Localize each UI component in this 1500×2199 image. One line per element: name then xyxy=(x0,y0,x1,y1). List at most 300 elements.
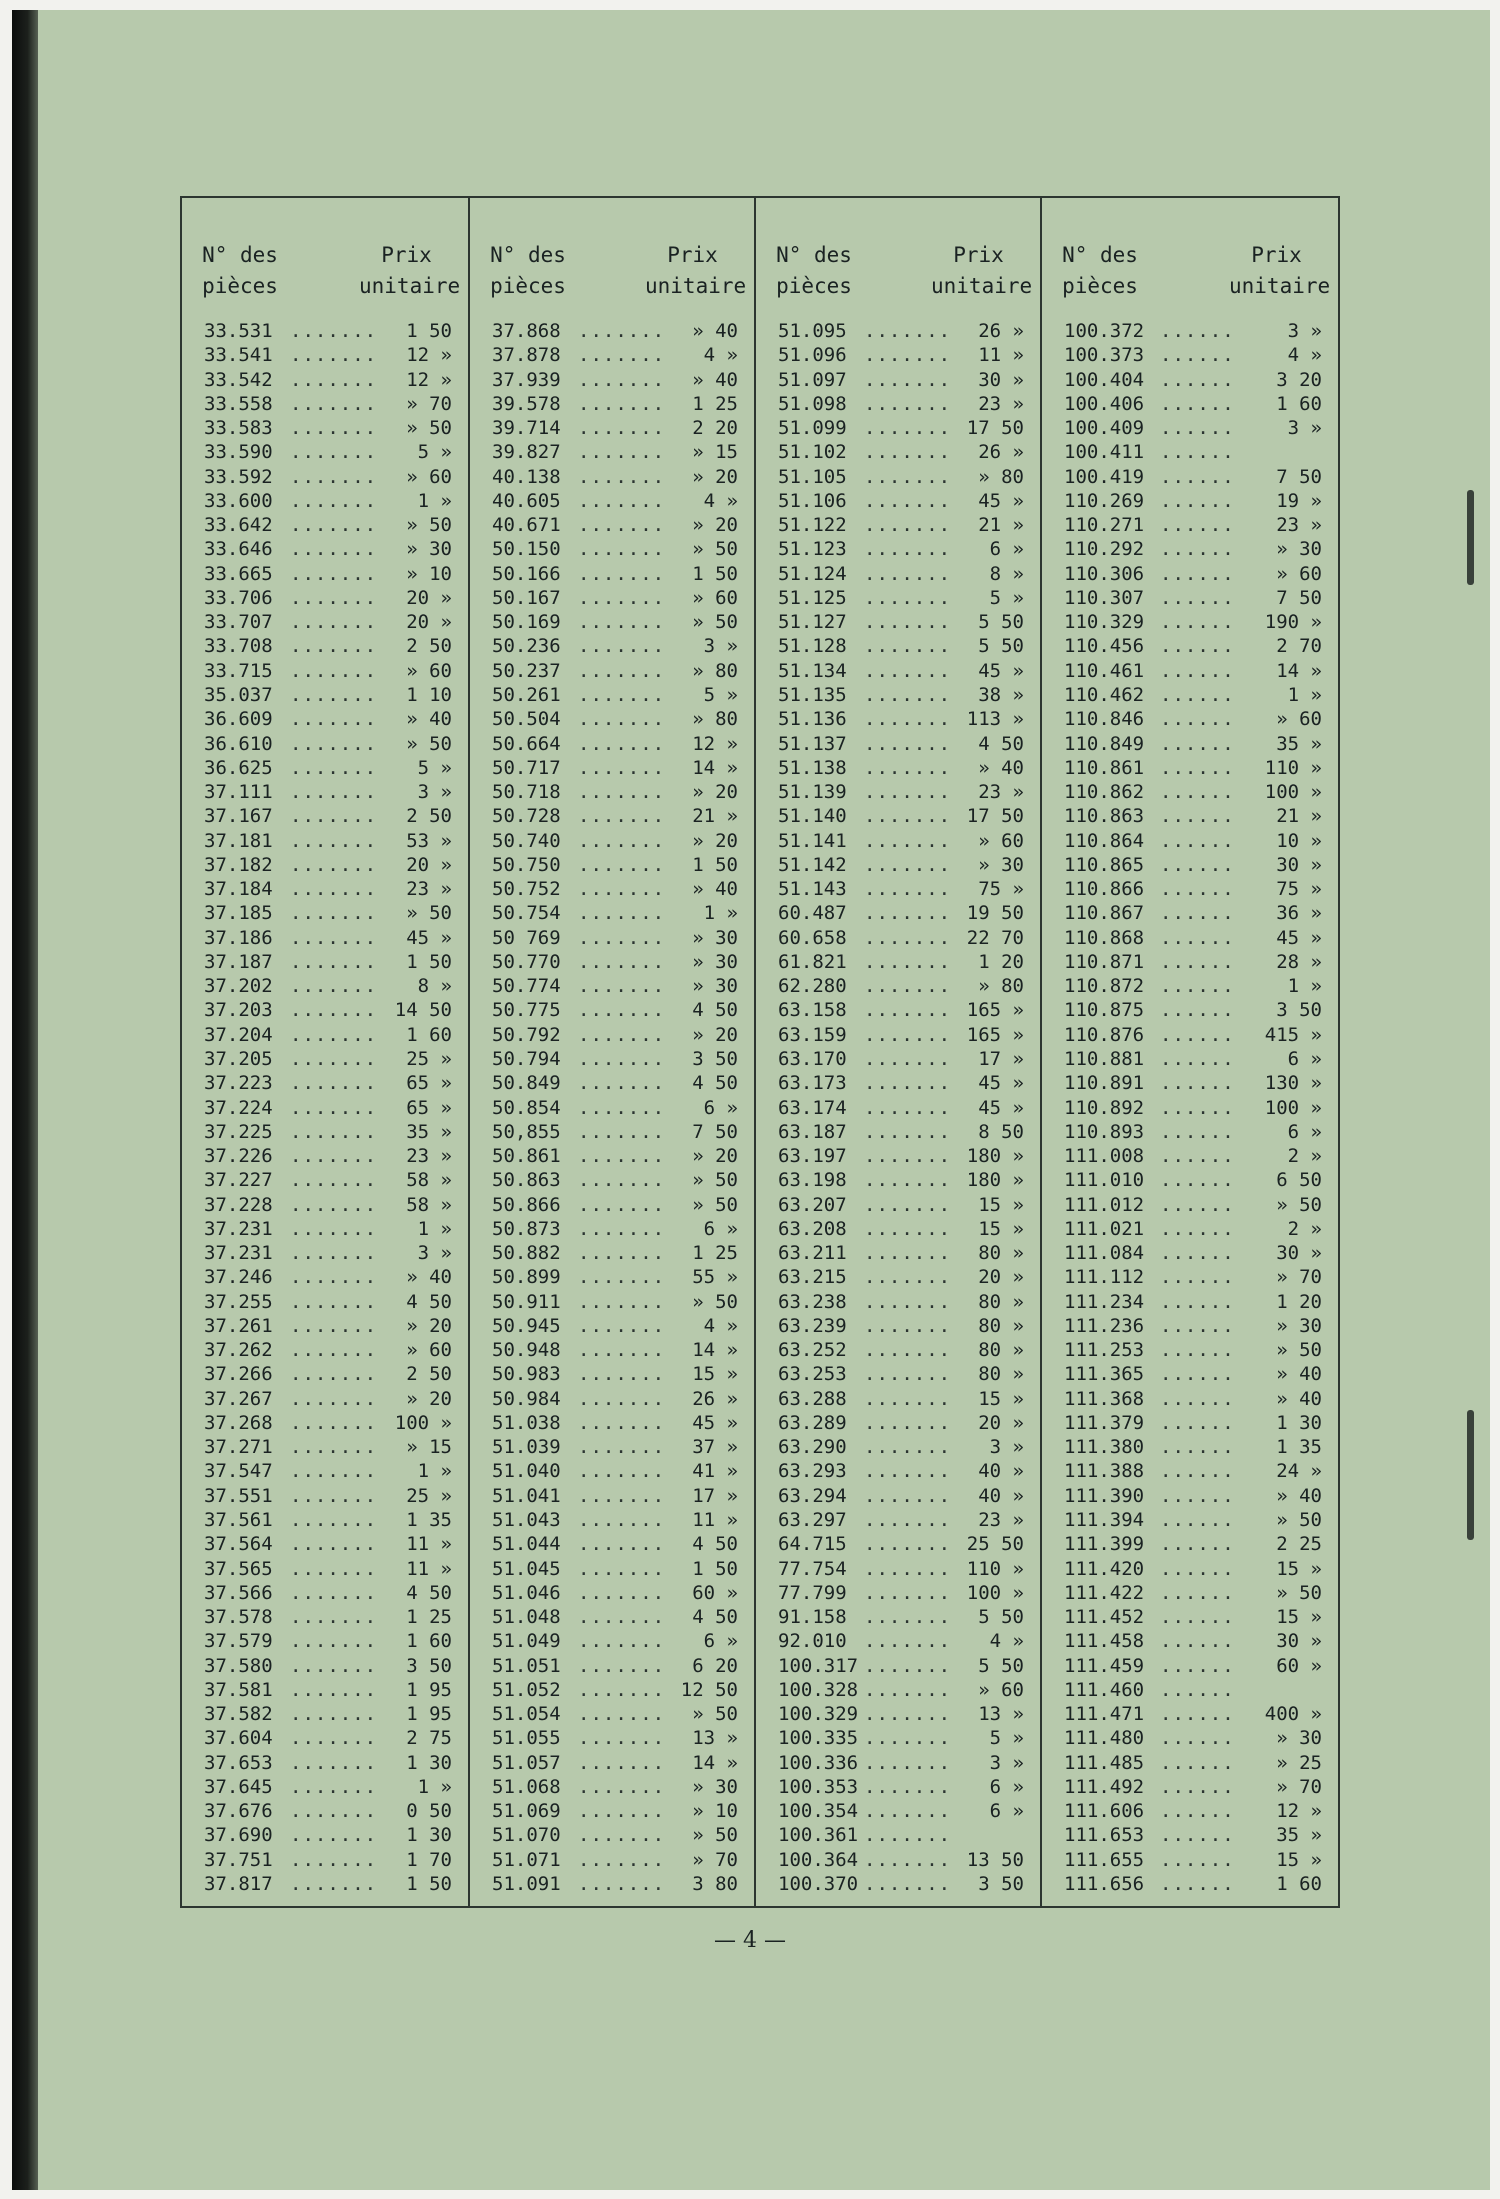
unit-price: 23 » xyxy=(406,878,452,901)
unit-price: 35 » xyxy=(1276,732,1322,755)
unit-price: » 25 xyxy=(1276,1751,1322,1774)
piece-number: 110.868 xyxy=(1064,926,1145,949)
table-row xyxy=(470,1338,754,1362)
unit-price: 14 » xyxy=(692,1751,738,1774)
table-row xyxy=(1042,1678,1338,1702)
table-row xyxy=(182,1047,468,1071)
table-row xyxy=(470,1654,754,1678)
unit-price: 1 25 xyxy=(406,1606,452,1629)
unit-price: 25 50 xyxy=(966,1533,1024,1556)
table-row xyxy=(470,1823,754,1847)
unit-price: 45 » xyxy=(692,1411,738,1434)
piece-number: 51.098 xyxy=(778,392,847,415)
table-row xyxy=(1042,440,1338,464)
table-row xyxy=(182,659,468,683)
unit-price: » 60 xyxy=(1276,708,1322,731)
piece-number: 37.751 xyxy=(204,1848,273,1871)
piece-number: 37.228 xyxy=(204,1193,273,1216)
unit-price: 7 50 xyxy=(692,1120,738,1143)
table-row xyxy=(182,489,468,513)
table-column xyxy=(468,198,754,1906)
piece-number: 37.645 xyxy=(204,1775,273,1798)
piece-number: 63.239 xyxy=(778,1314,847,1337)
unit-price: 12 » xyxy=(1276,1800,1322,1823)
piece-number: 111.460 xyxy=(1064,1678,1145,1701)
piece-number: 63.174 xyxy=(778,1096,847,1119)
piece-number: 51.128 xyxy=(778,635,847,658)
piece-number: 111.010 xyxy=(1064,1169,1145,1192)
table-row xyxy=(182,440,468,464)
unit-price: 130 » xyxy=(1264,1072,1322,1095)
unit-price: 4 » xyxy=(703,489,738,512)
piece-number: 51.055 xyxy=(492,1727,561,1750)
piece-number: 50.775 xyxy=(492,999,561,1022)
piece-number: 37.939 xyxy=(492,368,561,391)
piece-number: 51.091 xyxy=(492,1873,561,1895)
table-row xyxy=(1042,343,1338,367)
table-row xyxy=(1042,901,1338,925)
piece-number: 39.714 xyxy=(492,417,561,440)
piece-number: 110.269 xyxy=(1064,489,1145,512)
table-row xyxy=(756,1120,1040,1144)
table-row xyxy=(756,683,1040,707)
unit-price: 190 » xyxy=(1264,611,1322,634)
piece-number: 111.458 xyxy=(1064,1630,1145,1653)
piece-number: 110.461 xyxy=(1064,659,1145,682)
unit-price: » 30 xyxy=(1276,538,1322,561)
table-row xyxy=(182,586,468,610)
table-row xyxy=(182,1629,468,1653)
table-row xyxy=(470,1265,754,1289)
unit-price: 0 50 xyxy=(406,1800,452,1823)
piece-number: 63.159 xyxy=(778,1023,847,1046)
unit-price: 180 » xyxy=(966,1145,1024,1168)
table-row xyxy=(1042,368,1338,392)
piece-number: 51.106 xyxy=(778,489,847,512)
unit-price: 2 50 xyxy=(406,635,452,658)
piece-number: 37.604 xyxy=(204,1727,273,1750)
piece-number: 51.136 xyxy=(778,708,847,731)
piece-number: 63.158 xyxy=(778,999,847,1022)
piece-number: 111.606 xyxy=(1064,1800,1145,1823)
unit-price: 8 » xyxy=(989,562,1024,585)
table-row xyxy=(470,440,754,464)
unit-price: 21 » xyxy=(1276,805,1322,828)
piece-number: 37.262 xyxy=(204,1339,273,1362)
table-row xyxy=(182,1484,468,1508)
table-row xyxy=(756,610,1040,634)
table-row xyxy=(756,659,1040,683)
unit-price: 15 » xyxy=(978,1193,1024,1216)
unit-price: 6 » xyxy=(703,1217,738,1240)
unit-price: 113 » xyxy=(966,708,1024,731)
column-header xyxy=(470,198,754,304)
table-column xyxy=(182,198,468,1906)
unit-price: » 50 xyxy=(1276,1581,1322,1604)
table-row xyxy=(470,1848,754,1872)
piece-number: 50.166 xyxy=(492,562,561,585)
unit-price: 19 » xyxy=(1276,489,1322,512)
table-row xyxy=(1042,732,1338,756)
table-row xyxy=(756,1678,1040,1702)
piece-number: 51.137 xyxy=(778,732,847,755)
table-row xyxy=(470,974,754,998)
piece-number: 50.718 xyxy=(492,781,561,804)
unit-price: 28 » xyxy=(1276,950,1322,973)
unit-price: 17 50 xyxy=(966,805,1024,828)
table-row xyxy=(470,1362,754,1386)
table-row xyxy=(756,1557,1040,1581)
unit-price: 13 » xyxy=(692,1727,738,1750)
piece-number: 100.364 xyxy=(778,1848,859,1871)
table-row xyxy=(470,950,754,974)
table-row xyxy=(470,1557,754,1581)
unit-price: 45 » xyxy=(1276,926,1322,949)
table-row xyxy=(470,1120,754,1144)
unit-price: » 20 xyxy=(692,829,738,852)
piece-number: 51.048 xyxy=(492,1606,561,1629)
piece-number: 110.893 xyxy=(1064,1120,1145,1143)
unit-price: 55 » xyxy=(692,1266,738,1289)
table-row xyxy=(1042,562,1338,586)
piece-number: 63.290 xyxy=(778,1436,847,1459)
piece-number: 37.255 xyxy=(204,1290,273,1313)
table-row xyxy=(756,1047,1040,1071)
unit-price: 7 50 xyxy=(1276,586,1322,609)
piece-number: 33.590 xyxy=(204,441,273,464)
table-row xyxy=(470,562,754,586)
piece-number: 50.794 xyxy=(492,1047,561,1070)
piece-number: 40.605 xyxy=(492,489,561,512)
table-row xyxy=(756,1726,1040,1750)
piece-number: 62.280 xyxy=(778,975,847,998)
unit-price: 4 » xyxy=(703,1314,738,1337)
table-row xyxy=(470,1071,754,1095)
piece-number: 37.226 xyxy=(204,1145,273,1168)
piece-number: 110.867 xyxy=(1064,902,1145,925)
table-row xyxy=(182,1532,468,1556)
table-row xyxy=(470,1508,754,1532)
piece-number: 50.728 xyxy=(492,805,561,828)
unit-price: 6 » xyxy=(989,1775,1024,1798)
table-row xyxy=(756,368,1040,392)
table-row xyxy=(470,1799,754,1823)
unit-price: 58 » xyxy=(406,1169,452,1192)
unit-price: 26 » xyxy=(978,441,1024,464)
piece-number: 77.754 xyxy=(778,1557,847,1580)
unit-price: 14 » xyxy=(692,756,738,779)
piece-number: 63.238 xyxy=(778,1290,847,1313)
table-row xyxy=(1042,1120,1338,1144)
unit-price: 1 95 xyxy=(406,1678,452,1701)
piece-number: 111.422 xyxy=(1064,1581,1145,1604)
unit-price: 23 » xyxy=(978,781,1024,804)
unit-price: 41 » xyxy=(692,1460,738,1483)
piece-number: 110.866 xyxy=(1064,878,1145,901)
piece-number: 51.068 xyxy=(492,1775,561,1798)
piece-number: 51.097 xyxy=(778,368,847,391)
table-row xyxy=(182,1071,468,1095)
table-row xyxy=(1042,416,1338,440)
unit-price: 6 20 xyxy=(692,1654,738,1677)
piece-number: 50 769 xyxy=(492,926,561,949)
piece-number: 100.373 xyxy=(1064,344,1145,367)
piece-number: 37.551 xyxy=(204,1484,273,1507)
unit-price: 1 » xyxy=(417,1775,452,1798)
unit-price: 15 » xyxy=(692,1363,738,1386)
unit-price: 2 25 xyxy=(1276,1533,1322,1556)
header-piece-number: N° des pièces xyxy=(776,243,852,298)
table-row xyxy=(182,1605,468,1629)
piece-number: 37.182 xyxy=(204,853,273,876)
piece-number: 51.071 xyxy=(492,1848,561,1871)
table-row xyxy=(1042,804,1338,828)
unit-price: » 50 xyxy=(692,1290,738,1313)
table-row xyxy=(182,1387,468,1411)
unit-price: 15 » xyxy=(1276,1557,1322,1580)
piece-number: 111.008 xyxy=(1064,1145,1145,1168)
piece-number: 100.411 xyxy=(1064,441,1145,464)
piece-number: 100.317 xyxy=(778,1654,859,1677)
piece-number: 111.368 xyxy=(1064,1387,1145,1410)
table-row xyxy=(1042,998,1338,1022)
table-row xyxy=(470,829,754,853)
table-row xyxy=(182,537,468,561)
unit-price: 3 50 xyxy=(692,1047,738,1070)
table-row xyxy=(182,1241,468,1265)
table-row xyxy=(470,513,754,537)
table-row xyxy=(470,877,754,901)
table-row xyxy=(182,1872,468,1896)
piece-number: 33.583 xyxy=(204,417,273,440)
piece-number: 63.208 xyxy=(778,1217,847,1240)
unit-price: 1 10 xyxy=(406,683,452,706)
table-row xyxy=(470,1241,754,1265)
unit-price: » 80 xyxy=(978,465,1024,488)
unit-price: 1 » xyxy=(1287,975,1322,998)
piece-number: 111.655 xyxy=(1064,1848,1145,1871)
unit-price: 4 » xyxy=(989,1630,1024,1653)
piece-number: 63.215 xyxy=(778,1266,847,1289)
piece-number: 50.854 xyxy=(492,1096,561,1119)
unit-price: 30 » xyxy=(1276,1630,1322,1653)
piece-number: 37.223 xyxy=(204,1072,273,1095)
piece-number: 100.329 xyxy=(778,1703,859,1726)
table-row xyxy=(756,1241,1040,1265)
table-row xyxy=(756,1654,1040,1678)
unit-price: 1 35 xyxy=(1276,1436,1322,1459)
table-row xyxy=(470,732,754,756)
piece-number: 63.173 xyxy=(778,1072,847,1095)
piece-number: 110.875 xyxy=(1064,999,1145,1022)
table-row xyxy=(756,950,1040,974)
table-row xyxy=(756,829,1040,853)
table-row xyxy=(470,634,754,658)
table-row xyxy=(756,1702,1040,1726)
piece-number: 111.390 xyxy=(1064,1484,1145,1507)
table-row xyxy=(1042,1217,1338,1241)
table-row xyxy=(182,1290,468,1314)
table-row xyxy=(756,1362,1040,1386)
table-row xyxy=(470,1047,754,1071)
piece-number: 111.459 xyxy=(1064,1654,1145,1677)
piece-number: 51.069 xyxy=(492,1800,561,1823)
unit-price: » 20 xyxy=(692,781,738,804)
unit-price: » 10 xyxy=(406,562,452,585)
unit-price: 5 » xyxy=(989,1727,1024,1750)
table-row xyxy=(756,1751,1040,1775)
unit-price: » 15 xyxy=(692,441,738,464)
piece-number: 51.052 xyxy=(492,1678,561,1701)
piece-number: 51.040 xyxy=(492,1460,561,1483)
table-row xyxy=(182,780,468,804)
table-row xyxy=(756,634,1040,658)
table-row xyxy=(1042,1314,1338,1338)
unit-price: 14 » xyxy=(1276,659,1322,682)
unit-price: 1 50 xyxy=(692,1557,738,1580)
piece-number: 50.236 xyxy=(492,635,561,658)
unit-price: 45 » xyxy=(978,659,1024,682)
piece-number: 100.353 xyxy=(778,1775,859,1798)
table-row xyxy=(1042,1144,1338,1168)
table-row xyxy=(470,1435,754,1459)
piece-number: 63.294 xyxy=(778,1484,847,1507)
piece-number: 63.252 xyxy=(778,1339,847,1362)
unit-price: 100 » xyxy=(1264,781,1322,804)
unit-price: » 15 xyxy=(406,1436,452,1459)
piece-number: 100.409 xyxy=(1064,417,1145,440)
piece-number: 37.271 xyxy=(204,1436,273,1459)
page-number: — 4 — xyxy=(714,1928,786,1953)
table-row xyxy=(182,1557,468,1581)
unit-price: 17 » xyxy=(692,1484,738,1507)
header-unit-price: Prix unitaire xyxy=(1229,243,1331,298)
table-row xyxy=(470,416,754,440)
unit-price: 100 » xyxy=(394,1411,452,1434)
piece-number: 33.706 xyxy=(204,586,273,609)
unit-price: » 60 xyxy=(692,586,738,609)
unit-price: 1 60 xyxy=(406,1630,452,1653)
piece-number: 37.878 xyxy=(492,344,561,367)
piece-number: 51.140 xyxy=(778,805,847,828)
table-row xyxy=(182,562,468,586)
unit-price: 14 50 xyxy=(394,999,452,1022)
column-header xyxy=(182,198,468,304)
piece-number: 50.849 xyxy=(492,1072,561,1095)
piece-number: 111.452 xyxy=(1064,1606,1145,1629)
piece-number: 51.041 xyxy=(492,1484,561,1507)
table-row xyxy=(470,998,754,1022)
unit-price: 6 50 xyxy=(1276,1169,1322,1192)
piece-number: 40.671 xyxy=(492,514,561,537)
header-piece-number: N° des pièces xyxy=(1062,243,1138,298)
unit-price: 10 » xyxy=(1276,829,1322,852)
table-row xyxy=(470,1193,754,1217)
table-row xyxy=(756,926,1040,950)
table-row xyxy=(756,1532,1040,1556)
unit-price: 1 25 xyxy=(692,1242,738,1265)
piece-number: 111.399 xyxy=(1064,1533,1145,1556)
piece-number: 37.653 xyxy=(204,1751,273,1774)
piece-number: 110.462 xyxy=(1064,683,1145,706)
unit-price: » 40 xyxy=(692,320,738,342)
piece-number: 110.849 xyxy=(1064,732,1145,755)
table-row xyxy=(182,343,468,367)
table-row xyxy=(756,440,1040,464)
piece-number: 91.158 xyxy=(778,1606,847,1629)
unit-price: » 60 xyxy=(406,659,452,682)
piece-number: 39.578 xyxy=(492,392,561,415)
unit-price: 80 » xyxy=(978,1339,1024,1362)
piece-number: 37.267 xyxy=(204,1387,273,1410)
table-row xyxy=(182,804,468,828)
unit-price: 1 35 xyxy=(406,1509,452,1532)
unit-price: » 50 xyxy=(692,1824,738,1847)
table-row xyxy=(756,537,1040,561)
unit-price: » 20 xyxy=(406,1314,452,1337)
table-row xyxy=(182,1435,468,1459)
table-row xyxy=(1042,1702,1338,1726)
unit-price: 4 50 xyxy=(692,1533,738,1556)
unit-price: » 50 xyxy=(406,417,452,440)
table-row xyxy=(1042,926,1338,950)
unit-price: 3 50 xyxy=(978,1873,1024,1895)
table-row xyxy=(470,683,754,707)
unit-price: » 40 xyxy=(978,756,1024,779)
table-row xyxy=(756,513,1040,537)
piece-number: 100.328 xyxy=(778,1678,859,1701)
table-row xyxy=(470,804,754,828)
unit-price: 11 » xyxy=(406,1533,452,1556)
piece-number: 37.817 xyxy=(204,1873,273,1895)
table-row xyxy=(182,853,468,877)
table-row xyxy=(756,1314,1040,1338)
table-row xyxy=(756,853,1040,877)
unit-price: » 50 xyxy=(692,538,738,561)
piece-number: 63.288 xyxy=(778,1387,847,1410)
table-row xyxy=(756,1508,1040,1532)
unit-price: 45 » xyxy=(978,1096,1024,1119)
piece-number: 37.231 xyxy=(204,1217,273,1240)
piece-number: 51.105 xyxy=(778,465,847,488)
unit-price: » 40 xyxy=(1276,1484,1322,1507)
unit-price: 58 » xyxy=(406,1193,452,1216)
table-row xyxy=(182,732,468,756)
unit-price: 23 » xyxy=(978,1509,1024,1532)
piece-number: 50.752 xyxy=(492,878,561,901)
piece-number: 111.471 xyxy=(1064,1703,1145,1726)
table-row xyxy=(756,1629,1040,1653)
unit-price: 60 » xyxy=(1276,1654,1322,1677)
piece-number: 37.167 xyxy=(204,805,273,828)
unit-price: 11 » xyxy=(406,1557,452,1580)
unit-price: 75 » xyxy=(978,878,1024,901)
column-header xyxy=(756,198,1040,304)
piece-number: 51.134 xyxy=(778,659,847,682)
piece-number: 100.361 xyxy=(778,1824,859,1847)
piece-number: 50.740 xyxy=(492,829,561,852)
table-row xyxy=(756,1823,1040,1847)
piece-number: 51.138 xyxy=(778,756,847,779)
unit-price: 21 » xyxy=(978,514,1024,537)
table-row xyxy=(182,1581,468,1605)
table-row xyxy=(1042,1096,1338,1120)
unit-price: 3 » xyxy=(417,781,452,804)
piece-number: 37.579 xyxy=(204,1630,273,1653)
unit-price: 180 » xyxy=(966,1169,1024,1192)
unit-price: 1 30 xyxy=(1276,1411,1322,1434)
table-row xyxy=(1042,1557,1338,1581)
